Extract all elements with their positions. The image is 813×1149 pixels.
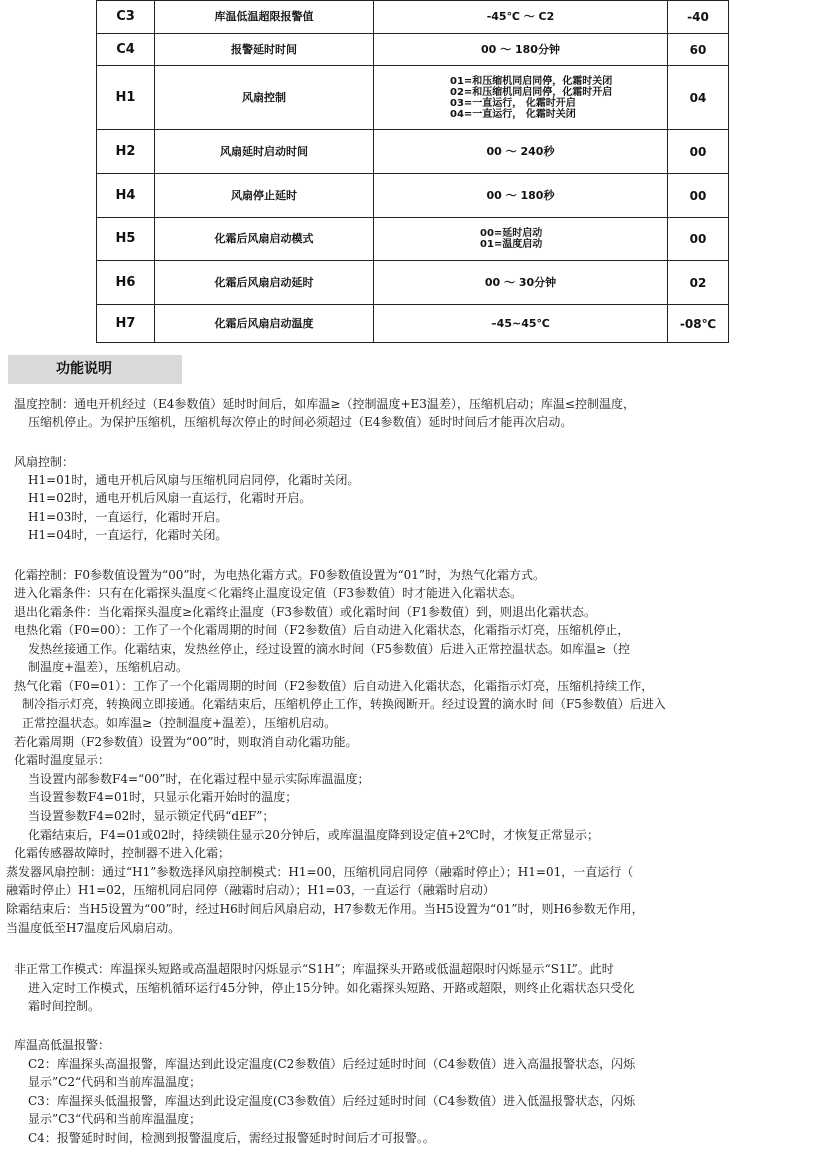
param-name: 库温低温超限报警值 <box>155 1 374 34</box>
text-line: 显示”C2“代码和当前库温温度； <box>28 1075 202 1089</box>
text-line: 制冷指示灯亮，转换阀立即接通。化霜结束后，压缩机停止工作，转换阀断开。经过设置的滴水时 间（F5参数值）后进入 <box>22 697 666 711</box>
text-line: 制温度+温差），压缩机启动。 <box>28 660 189 674</box>
param-name: 风扇停止延时 <box>155 174 374 218</box>
text-line: 压缩机停止。为保护压缩机，压缩机每次停止的时间必须超过（E4参数值）延时时间后才能再次启动。 <box>28 415 573 429</box>
param-name: 化霜后风扇启动延时 <box>155 261 374 305</box>
param-code: H7 <box>97 305 155 343</box>
text-line: 温度控制：通电开机经过（E4参数值）延时时间后，如库温≥（控制温度+E3温差），压缩机启动；库温≤控制温度， <box>14 397 635 411</box>
text-line: 当设置参数F4=02时，显示锁定代码“dEF”； <box>28 809 275 823</box>
text-line: 进入定时工作模式，压缩机循环运行45分钟，停止15分钟。如化霜探头短路、开路或超限，则终止化霜状态只受化 <box>28 981 635 995</box>
param-default: 02 <box>668 261 729 305</box>
text-line: 化霜传感器故障时，控制器不进入化霜； <box>14 846 231 860</box>
param-default: 04 <box>668 66 729 130</box>
text-line: C3：库温探头低温报警，库温达到此设定温度(C3参数值）后经过延时时间（C4参数值）进入低温报警状态，闪烁 <box>28 1094 636 1108</box>
text-line: C4：报警延时时间，检测到报警温度后，需经过报警延时时间后才可报警。。 <box>28 1131 435 1145</box>
text-line: 除霜结束后：当H5设置为“00”时，经过H6时间后风扇启动，H7参数无作用。当H5设置为“01”时，则H6参数无作用， <box>6 902 644 916</box>
text-line: 热气化霜（F0=01）：工作了一个化霜周期的时间（F2参数值）后自动进入化霜状态，化霜指示灯亮，压缩机持续工作， <box>14 679 654 693</box>
range-line: 01=和压缩机同启同停，化霜时关闭 <box>450 75 613 87</box>
text-line: H1=04时，一直运行，化霜时关闭。 <box>28 528 228 542</box>
range-line: 00=延时启动 <box>480 228 543 239</box>
param-default: -40 <box>668 1 729 34</box>
text-line: 显示”C3“代码和当前库温温度； <box>28 1112 202 1126</box>
param-code: C4 <box>97 34 155 66</box>
text-line: 进入化霜条件：只有在化霜探头温度＜化霜终止温度设定值（F3参数值）时才能进入化霜状态。 <box>14 586 522 600</box>
param-default: 00 <box>668 218 729 261</box>
section-title: 功能说明 <box>8 355 182 384</box>
param-code: H5 <box>97 218 155 261</box>
text-line: H1=03时，一直运行，化霜时开启。 <box>28 510 228 524</box>
range-line: 04=一直运行， 化霜时关闭 <box>450 108 576 120</box>
text-line: 化霜时温度显示： <box>14 753 111 767</box>
param-code: H1 <box>97 66 155 130</box>
text-line: 当温度低至H7温度后风扇启动。 <box>6 921 181 935</box>
text-line: 电热化霜（F0=00）：工作了一个化霜周期的时间（F2参数值）后自动进入化霜状态，化霜指示灯亮，压缩机停止， <box>14 623 630 637</box>
param-default: 60 <box>668 34 729 66</box>
param-default: 00 <box>668 174 729 218</box>
range-line: 03=一直运行， 化霜时开启 <box>450 97 576 109</box>
param-name: 化霜后风扇启动模式 <box>155 218 374 261</box>
param-name: 报警延时时间 <box>155 34 374 66</box>
param-code: C3 <box>97 1 155 34</box>
param-range: 00 ～ 180秒 <box>374 174 668 218</box>
text-line: C2：库温探头高温报警，库温达到此设定温度(C2参数值）后经过延时时间（C4参数值）进入高温报警状态，闪烁 <box>28 1057 636 1071</box>
param-name: 化霜后风扇启动温度 <box>155 305 374 343</box>
param-code: H4 <box>97 174 155 218</box>
param-name: 风扇控制 <box>155 66 374 130</box>
text-line: 化霜结束后，F4=01或02时，持续锁住显示20分钟后，或库温温度降到设定值+2℃时，才恢复正常显示； <box>28 828 599 842</box>
text-line: 库温高低温报警： <box>14 1038 111 1052</box>
text-line: 发热丝接通工作。化霜结束，发热丝停止，经过设置的滴水时间（F5参数值）后进入正常控温状态。如库温≥（控 <box>28 642 631 656</box>
param-range: –45~45℃ <box>374 305 668 343</box>
param-name: 风扇延时启动时间 <box>155 130 374 174</box>
param-range: 00 ～ 180分钟 <box>374 34 668 66</box>
param-range: -45℃ ～ C2 <box>374 1 668 34</box>
text-line: 当设置内部参数F4=“00”时，在化霜过程中显示实际库温温度； <box>28 772 370 786</box>
text-line: H1=02时，通电开机后风扇一直运行，化霜时开启。 <box>28 491 312 505</box>
text-line: H1=01时，通电开机后风扇与压缩机同启同停，化霜时关闭。 <box>28 473 360 487</box>
param-default: 00 <box>668 130 729 174</box>
text-line: 若化霜周期（F2参数值）设置为“00”时，则取消自动化霜功能。 <box>14 735 358 749</box>
text-line: 非正常工作模式：库温探头短路或高温超限时闪烁显示“S1H”；库温探头开路或低温超限时闪烁显示“S1L”。此时 <box>14 962 614 976</box>
text-line: 霜时间控制。 <box>28 999 101 1013</box>
text-line: 当设置参数F4=01时，只显示化霜开始时的温度； <box>28 790 298 804</box>
range-line: 01=温度启动 <box>480 239 543 250</box>
text-line: 融霜时停止）H1=02，压缩机同启同停（融霜时启动）；H1=03，一直运行（融霜时启动） <box>6 883 495 897</box>
range-line: 02=和压缩机同启同停，化霜时开启 <box>450 86 613 98</box>
text-line: 退出化霜条件：当化霜探头温度≥化霜终止温度（F3参数值）或化霜时间（F1参数值）到，则退出化霜状态。 <box>14 605 596 619</box>
text-line: 风扇控制： <box>14 455 75 469</box>
text-line: 化霜控制：F0参数值设置为“00”时，为电热化霜方式。F0参数值设置为“01”时，为热气化霜方式。 <box>14 568 546 582</box>
text-line: 蒸发器风扇控制：通过“H1”参数选择风扇控制模式：H1=00，压缩机同启同停（融霜时停止）；H1=01，一直运行（ <box>6 865 634 879</box>
param-code: H2 <box>97 130 155 174</box>
text-line: 正常控温状态。如库温≥（控制温度+温差），压缩机启动。 <box>22 716 337 730</box>
param-code: H6 <box>97 261 155 305</box>
param-range: 00 ～ 30分钟 <box>374 261 668 305</box>
param-default: -08℃ <box>668 305 729 343</box>
param-range: 00 ～ 240秒 <box>374 130 668 174</box>
